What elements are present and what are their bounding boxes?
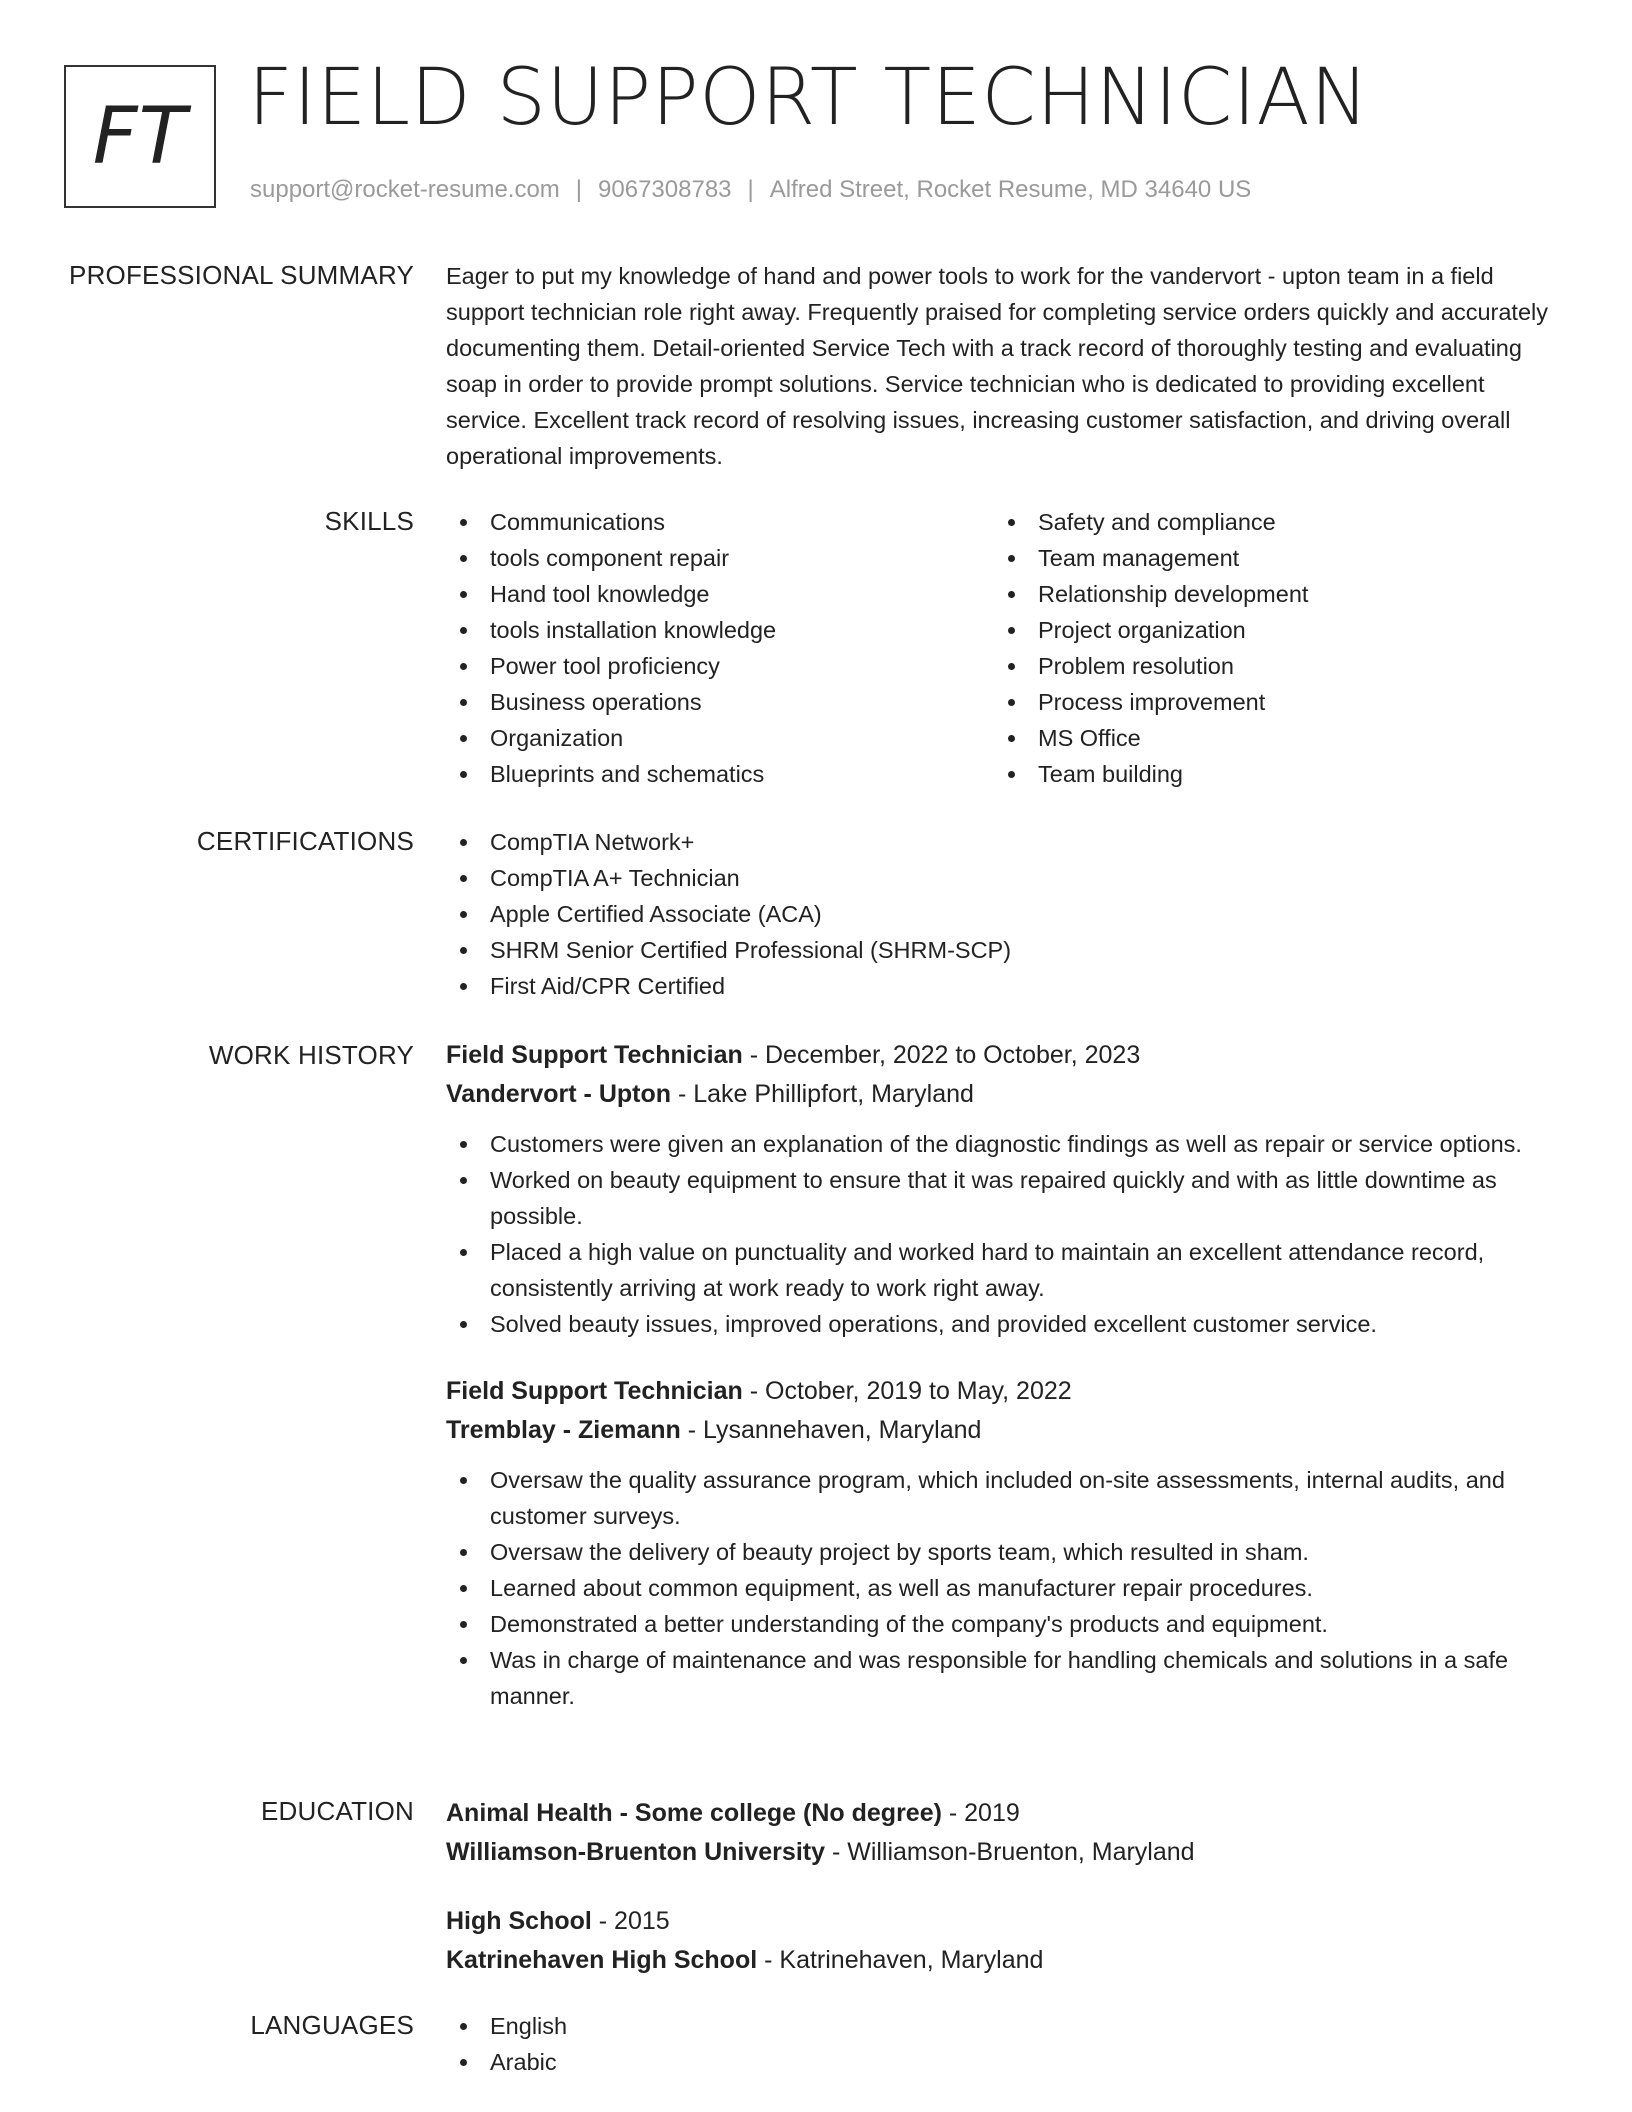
monogram-logo: FT (64, 65, 216, 208)
languages-list (446, 2008, 1562, 2080)
job-entry (446, 1036, 1562, 1342)
education-year: - 2019 (941, 1799, 1020, 1827)
job-location: - Lysannehaven, Maryland (680, 1416, 982, 1444)
job-duty: Learned about common equipment, as well as manufacturer repair procedures. (446, 1570, 1562, 1606)
contact-separator: | (575, 176, 583, 203)
contact-phone[interactable]: 9067308783 (598, 176, 732, 203)
education-entry (446, 1902, 1562, 1980)
job-heading (446, 1372, 1562, 1411)
job-company: Vandervort - Upton (446, 1080, 672, 1108)
certification-item: CompTIA Network+ (446, 824, 1562, 860)
job-duty: Placed a high value on punctuality and worked hard to maintain an excellent attendance record, consistently arriving at work ready to work right away. (446, 1234, 1562, 1306)
education-school-line (446, 1941, 1562, 1980)
skill-item: Blueprints and schematics (446, 756, 994, 792)
skill-item: Team management (994, 540, 1542, 576)
education-location: - Katrinehaven, Maryland (757, 1946, 1044, 1974)
contact-separator: | (747, 176, 754, 203)
skill-item: Business operations (446, 684, 994, 720)
job-duties (446, 1462, 1562, 1714)
skill-item: Organization (446, 720, 994, 756)
section-label-education: EDUCATION (261, 1796, 414, 1826)
certification-item: CompTIA A+ Technician (446, 860, 1562, 896)
education-heading (446, 1902, 1562, 1941)
job-location: - Lake Phillipfort, Maryland (671, 1080, 974, 1108)
job-title: Field Support Technician (446, 1377, 743, 1405)
education-school: Katrinehaven High School (446, 1946, 758, 1974)
job-dates: - December, 2022 to October, 2023 (742, 1041, 1141, 1069)
skills-list-left (446, 504, 994, 792)
job-title: Field Support Technician (446, 1041, 743, 1069)
job-duty: Customers were given an explanation of the diagnostic findings as well as repair or service options. (446, 1126, 1562, 1162)
skill-item: Process improvement (994, 684, 1542, 720)
skill-item: tools component repair (446, 540, 994, 576)
skills-columns (446, 504, 1562, 792)
section-label-languages: LANGUAGES (250, 2010, 414, 2040)
skill-item: Team building (994, 756, 1542, 792)
resume-title: FIELD SUPPORT TECHNICIAN (248, 53, 1370, 143)
skill-item: MS Office (994, 720, 1542, 756)
job-duty: Worked on beauty equipment to ensure that it was repaired quickly and with as little downtime as possible. (446, 1162, 1562, 1234)
education-entry (446, 1794, 1562, 1872)
job-duty: Was in charge of maintenance and was responsible for handling chemicals and solutions in a safe manner. (446, 1642, 1562, 1714)
section-label-certifications: CERTIFICATIONS (196, 826, 414, 856)
certification-item: Apple Certified Associate (ACA) (446, 896, 1562, 932)
contact-line (250, 176, 1251, 204)
skill-item: Communications (446, 504, 994, 540)
job-entry (446, 1372, 1562, 1714)
skill-item: tools installation knowledge (446, 612, 994, 648)
skill-item: Relationship development (994, 576, 1542, 612)
certification-item: SHRM Senior Certified Professional (SHRM-SCP) (446, 932, 1562, 968)
job-heading (446, 1036, 1562, 1075)
certification-item: First Aid/CPR Certified (446, 968, 1562, 1004)
work-entries (446, 1036, 1562, 1714)
job-duty: Solved beauty issues, improved operations, and provided excellent customer service. (446, 1306, 1562, 1342)
section-label-summary: PROFESSIONAL SUMMARY (69, 260, 414, 290)
skill-item: Project organization (994, 612, 1542, 648)
contact-email[interactable]: support@rocket-resume.com (250, 176, 560, 203)
skill-item: Power tool proficiency (446, 648, 994, 684)
education-year: - 2015 (591, 1907, 670, 1935)
job-employer (446, 1411, 1562, 1450)
job-duty: Oversaw the delivery of beauty project by sports team, which resulted in sham. (446, 1534, 1562, 1570)
skill-item: Safety and compliance (994, 504, 1542, 540)
summary-text: Eager to put my knowledge of hand and power tools to work for the vandervort - upton team in a field support technician role right away. Frequently praised for completing service orders quickly and accurately documenting them. Detail-oriented Service Tech with a track record of thoroughly testing and evaluating soap in order to provide prompt solutions. Service technician who is dedicated to providing excellent service. Excellent track record of resolving issues, increasing customer satisfaction, and driving overall operational improvements. (446, 263, 1548, 469)
education-degree: High School (446, 1907, 592, 1935)
skill-item: Problem resolution (994, 648, 1542, 684)
section-label-skills: SKILLS (324, 506, 414, 536)
education-degree: Animal Health - Some college (No degree) (446, 1799, 942, 1827)
job-duty: Demonstrated a better understanding of the company's products and equipment. (446, 1606, 1562, 1642)
education-school: Williamson-Bruenton University (446, 1838, 825, 1866)
language-item: Arabic (446, 2044, 1562, 2080)
job-duties (446, 1126, 1562, 1342)
certifications-list (446, 824, 1562, 1004)
skills-list-right (994, 504, 1542, 792)
job-company: Tremblay - Ziemann (446, 1416, 681, 1444)
education-entries (446, 1794, 1562, 1980)
contact-address: Alfred Street, Rocket Resume, MD 34640 US (769, 176, 1252, 203)
skill-item: Hand tool knowledge (446, 576, 994, 612)
education-school-line (446, 1833, 1562, 1872)
language-item: English (446, 2008, 1562, 2044)
job-duty: Oversaw the quality assurance program, which included on-site assessments, internal audits, and customer surveys. (446, 1462, 1562, 1534)
education-heading (446, 1794, 1562, 1833)
education-location: - Williamson-Bruenton, Maryland (825, 1838, 1195, 1866)
job-dates: - October, 2019 to May, 2022 (742, 1377, 1072, 1405)
section-label-work-history: WORK HISTORY (208, 1040, 414, 1070)
job-employer (446, 1075, 1562, 1114)
